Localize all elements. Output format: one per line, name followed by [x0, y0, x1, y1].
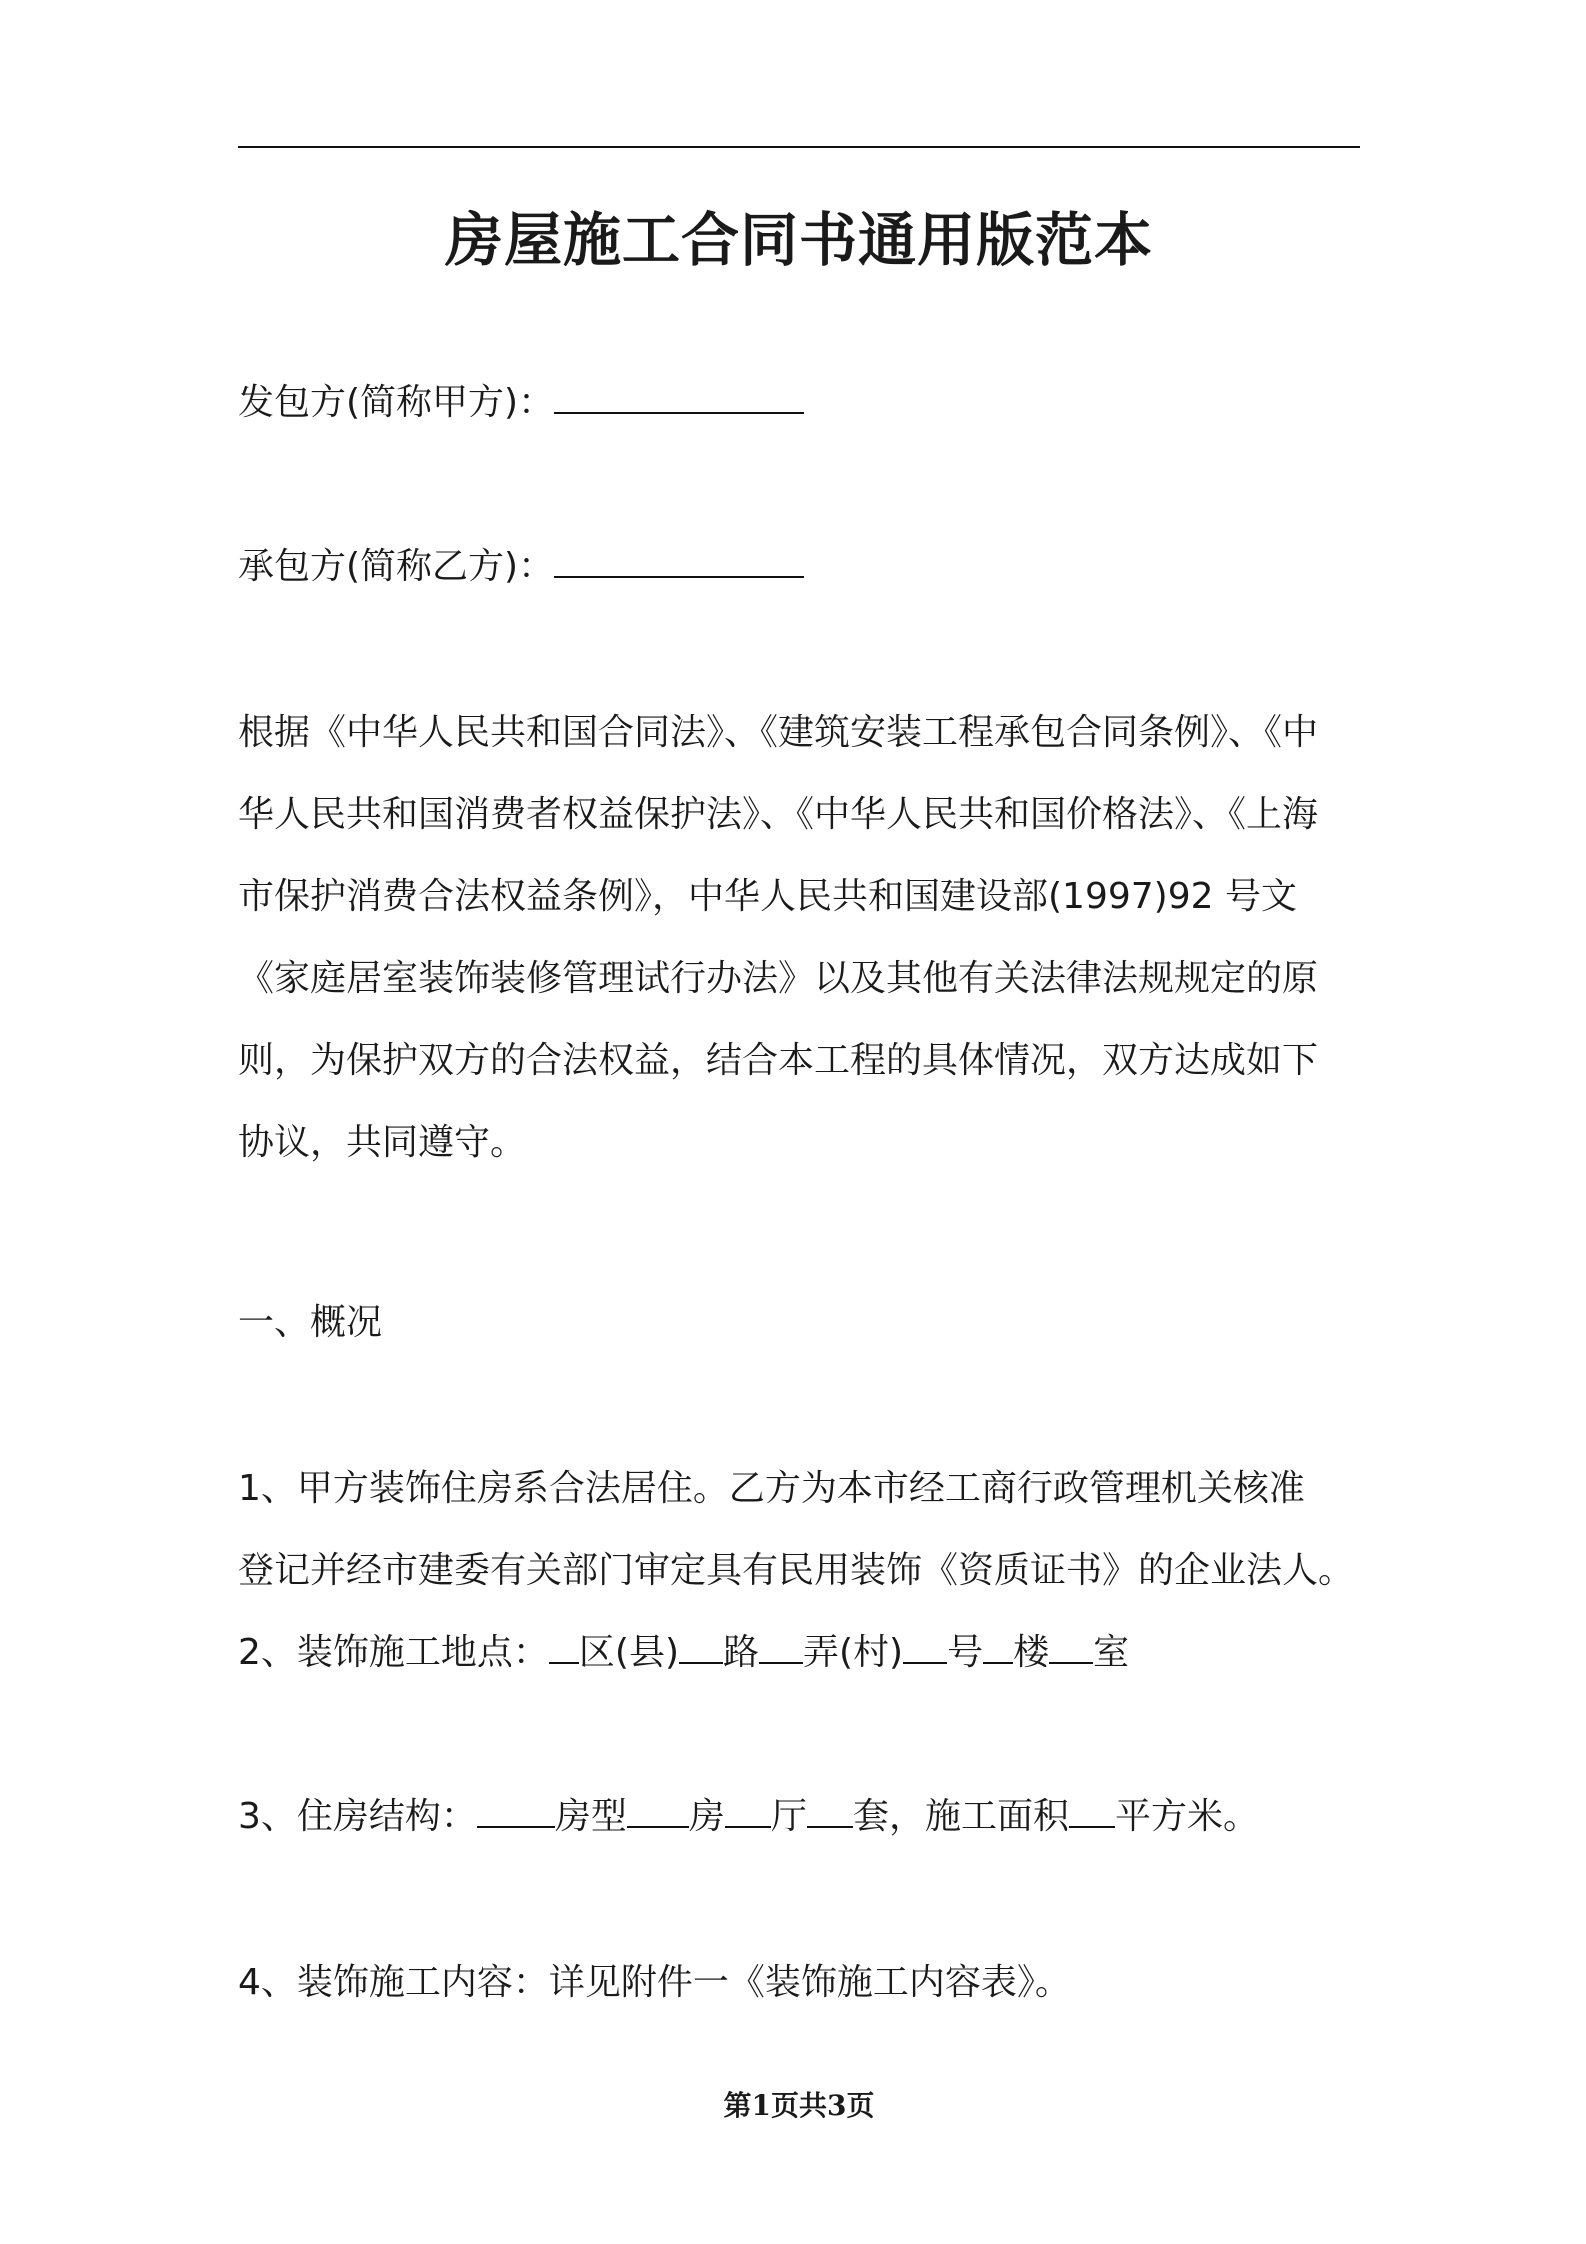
blank-field — [549, 1628, 579, 1664]
clause-3 — [238, 1792, 1259, 1842]
clause-3-unit: 房 — [688, 1796, 725, 1837]
clause-3-prefix: 3、住房结构： — [238, 1796, 477, 1837]
party-b-label: 承包方(简称乙方)： — [238, 546, 555, 587]
blank-field — [903, 1628, 947, 1664]
preamble-line: 则，为保护双方的合法权益，结合本工程的具体情况，双方达成如下 — [238, 1040, 1319, 1081]
blank-field — [807, 1792, 853, 1828]
clause-3-unit: 厅 — [770, 1796, 807, 1837]
clause-2-prefix: 2、装饰施工地点： — [238, 1632, 549, 1673]
preamble-line: 根据《中华人民共和国合同法》、《建筑安装工程承包合同条例》、《中 — [238, 712, 1319, 753]
clause-1-line: 1、甲方装饰住房系合法居住。乙方为本市经工商行政管理机关核准 — [238, 1468, 1305, 1509]
clause-2-unit: 区(县) — [578, 1632, 679, 1673]
clause-3-unit: 房型 — [554, 1796, 627, 1837]
blank-field — [1049, 1628, 1093, 1664]
clause-2-unit: 弄(村) — [803, 1632, 904, 1673]
blank-field — [627, 1792, 689, 1828]
clause-2-unit: 室 — [1093, 1632, 1130, 1673]
party-a-line — [238, 378, 804, 428]
preamble-line: 协议，共同遵守。 — [238, 1122, 527, 1163]
blank-field — [725, 1792, 771, 1828]
clause-4: 4、装饰施工内容：详见附件一《装饰施工内容表》。 — [238, 1962, 1071, 2003]
blank-field — [679, 1628, 723, 1664]
party-b-blank — [554, 542, 804, 578]
page-number: 第1页共3页 — [723, 2089, 875, 2122]
blank-field — [759, 1628, 803, 1664]
party-a-blank — [554, 378, 804, 414]
blank-field — [1069, 1792, 1115, 1828]
clause-2-unit: 路 — [723, 1632, 760, 1673]
clause-2-unit: 楼 — [1013, 1632, 1050, 1673]
clause-3-unit: 套，施工面积 — [852, 1796, 1069, 1837]
clause-3-unit: 平方米。 — [1114, 1796, 1259, 1837]
document-title: 房屋施工合同书通用版范本 — [444, 206, 1153, 274]
party-a-label: 发包方(简称甲方)： — [238, 382, 555, 423]
party-b-line — [238, 542, 804, 592]
preamble-line: 《家庭居室装饰装修管理试行办法》以及其他有关法律法规规定的原 — [238, 958, 1319, 999]
blank-field — [477, 1792, 555, 1828]
preamble-line: 市保护消费合法权益条例》，中华人民共和国建设部(1997)92 号文 — [238, 876, 1297, 917]
header-rule — [238, 146, 1360, 148]
blank-field — [983, 1628, 1013, 1664]
section-heading: 一、概况 — [238, 1302, 383, 1343]
preamble-line: 华人民共和国消费者权益保护法》、《中华人民共和国价格法》、《上海 — [238, 794, 1319, 835]
clause-2 — [238, 1628, 1129, 1678]
clause-2-unit: 号 — [947, 1632, 984, 1673]
clause-1-line: 登记并经市建委有关部门审定具有民用装饰《资质证书》的企业法人。 — [238, 1550, 1355, 1591]
